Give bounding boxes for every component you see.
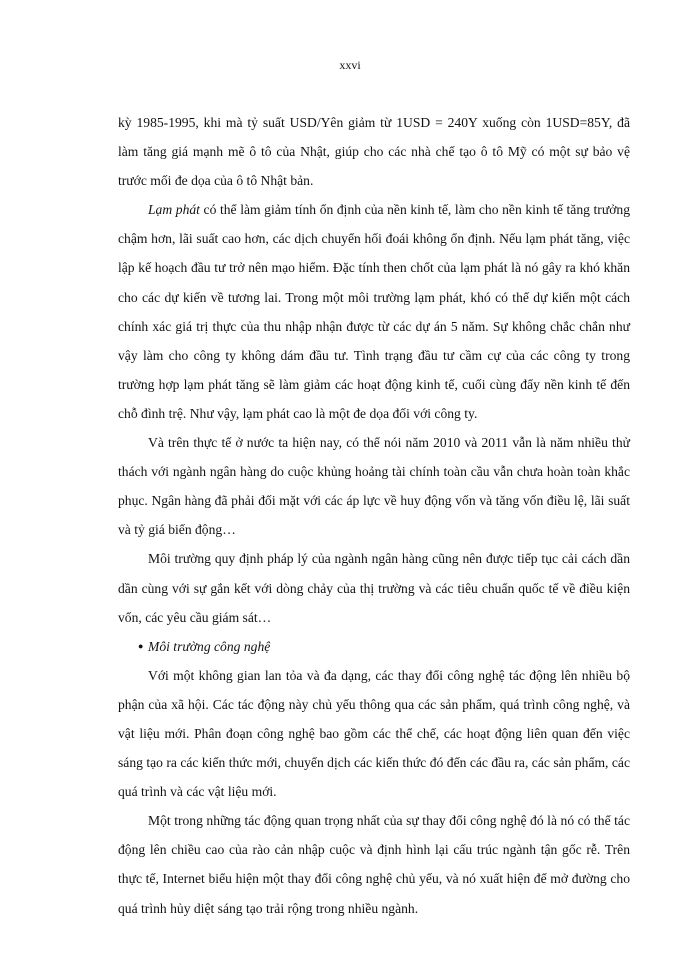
paragraph-inflation [118,195,630,428]
document-body [118,108,630,923]
paragraph-technology-change: Với một không gian lan tỏa và đa dạng, các thay đổi công nghệ tác động lên nhiều bộ phận của xã hội. Các tác động này chủ yếu thông qua các sản phẩm, quá trình công nghệ, và vật liệu mới. Phân đoạn công nghệ bao gồm các thể chế, các hoạt động liên quan đến việc sáng tạo ra các kiến thức mới, chuyển dịch các kiến thức đó đến các đầu ra, các sản phẩm, các quá trình và các vật liệu mới. [118,667,630,800]
section-heading-label: Môi trường công nghệ [148,638,271,654]
term-inflation: Lạm phát [148,202,200,218]
section-heading-technology [118,632,630,661]
paragraph-continued: kỳ 1985-1995, khi mà tỷ suất USD/Yên giảm từ 1USD = 240Y xuống còn 1USD=85Y, đã làm tăng giá mạnh mẽ ô tô của Nhật, giúp cho các nhà chế tạo ô tô Mỹ có một sự bảo vệ trước mối đe dọa của ô tô Nhật bản. [118,115,630,189]
paragraph-inflation-text: có thể làm giảm tính ổn định của nền kinh tế, làm cho nền kinh tế tăng trưởng chậm hơn, lãi suất cao hơn, các dịch chuyển hối đoái không ổn định. Nếu lạm phát tăng, việc lập kế hoạch đầu tư trở nên mạo hiểm. Đặc tính then chốt của lạm phát là nó gây ra khó khăn cho các dự kiến về tương lai. Trong một môi trường lạm phát, khó có thể dự kiến một cách chính xác giá trị thực của thu nhập nhận được từ các dự án 5 năm. Sự không chắc chắn như vậy làm cho công ty không dám đầu tư. Tình trạng đầu tư cầm cự của các công ty trong trường hợp lạm phát tăng sẽ làm giảm các hoạt động kinh tế, cuối cùng đẩy nền kinh tế đến chỗ đình trệ. Như vậy, lạm phát cao là một đe dọa đối với công ty. [118,202,630,421]
paragraph-technology-impact: Một trong những tác động quan trọng nhất của sự thay đổi công nghệ đó là nó có thể tác động lên chiều cao của rào cản nhập cuộc và định hình lại cấu trúc ngành tận gốc rễ. Trên thực tế, Internet biểu hiện một thay đổi công nghệ chủ yếu, và nó xuất hiện để mở đường cho quá trình hủy diệt sáng tạo trải rộng trong nhiều ngành. [118,813,630,916]
page-number: xxvi [339,58,361,72]
paragraph-legal-environment: Môi trường quy định pháp lý của ngành ngân hàng cũng nên được tiếp tục cải cách dần dần cùng với sự gắn kết với dòng chảy của thị trường và các tiêu chuẩn quốc tế về điều kiện vốn, các yêu cầu giám sát… [118,551,630,625]
bullet-icon: ● [138,640,144,651]
paragraph-banking-challenges: Và trên thực tế ở nước ta hiện nay, có thể nói năm 2010 và 2011 vẫn là năm nhiều thử thách với ngành ngân hàng do cuộc khủng hoảng tài chính toàn cầu vẫn chưa hoàn toàn khắc phục. Ngân hàng đã phải đối mặt với các áp lực về huy động vốn và tăng vốn điều lệ, lãi suất và tỷ giá biến động… [118,435,630,538]
